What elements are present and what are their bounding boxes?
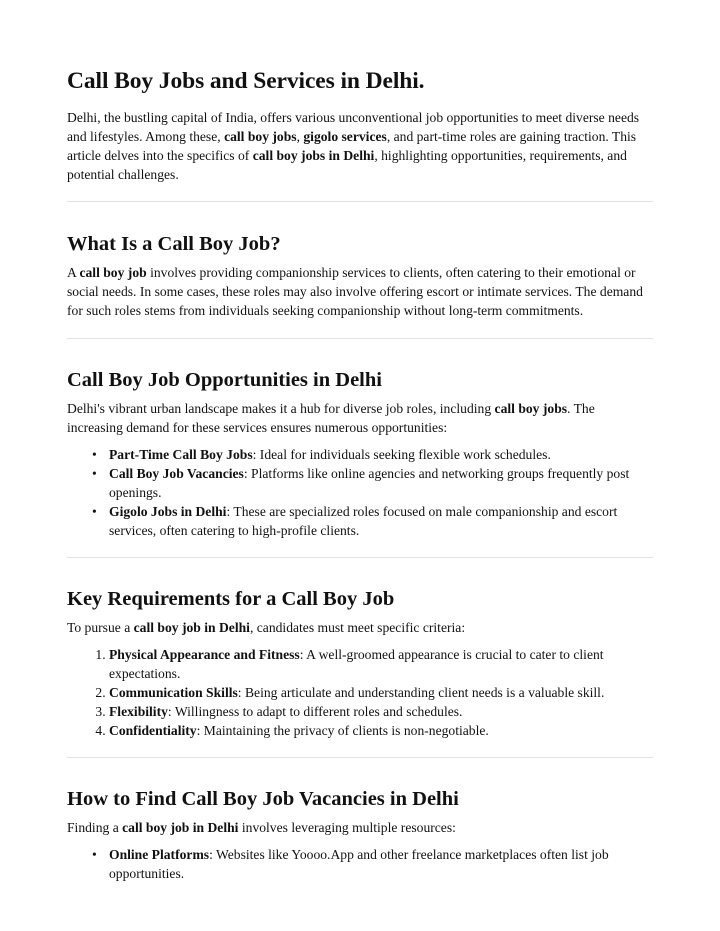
list-item-bold: Flexibility [109, 704, 168, 719]
list-item-text: : Platforms like online agencies and networking groups frequently post openings. [109, 466, 630, 500]
list-item [109, 645, 653, 683]
list-item-bold: Communication Skills [109, 685, 238, 700]
text: involves providing companionship services to clients, often catering to their emotional or social needs. In some cases, these roles may also involve offering escort or intimate services. The demand for such roles stems from individuals seeking companionship without long-term commitments. [67, 265, 643, 318]
list-item-text: : These are specialized roles focused on male companionship and escort services, often catering to high-profile clients. [109, 504, 618, 538]
intro-text-1: Delhi, the bustling capital of India, offers various unconventional job opportunities to meet diverse needs and lifestyles. Among these, [67, 110, 640, 144]
list-item [109, 464, 653, 502]
section-paragraph [67, 818, 653, 837]
text: Delhi's vibrant urban landscape makes it a hub for diverse job roles, including [67, 401, 495, 416]
section-what-is [67, 231, 653, 320]
section-heading: Call Boy Job Opportunities in Delhi [67, 369, 382, 391]
list-item [109, 721, 653, 740]
text: A [67, 265, 80, 280]
section-divider [67, 338, 653, 339]
section-heading: Key Requirements for a Call Boy Job [67, 588, 395, 610]
text: To pursue a [67, 620, 134, 635]
intro-text-2: , [296, 129, 304, 144]
section-divider [67, 557, 653, 558]
bullet-list [67, 445, 653, 540]
list-item-text: : Willingness to adapt to different roles and schedules. [167, 704, 463, 719]
list-item [109, 702, 653, 721]
section-paragraph [67, 399, 653, 437]
text: Finding a [67, 820, 123, 835]
section-paragraph [67, 618, 653, 637]
intro-bold-1: call boy jobs [224, 129, 297, 144]
text: involves leveraging multiple resources: [238, 820, 456, 835]
list-item-bold: Online Platforms [109, 847, 210, 862]
bold-text: call boy jobs [494, 401, 568, 416]
list-item-bold: Gigolo Jobs in Delhi [109, 504, 227, 519]
article-body [67, 66, 653, 883]
list-item-bold: Part-Time Call Boy Jobs [109, 447, 253, 462]
list-item-text: : A well-groomed appearance is crucial to cater to client expectations. [109, 647, 604, 681]
section-requirements [67, 586, 653, 740]
list-item [109, 445, 653, 464]
text: . The increasing demand for these services ensures numerous opportunities: [67, 401, 595, 435]
bullet-list [67, 845, 653, 883]
numbered-list [67, 645, 653, 740]
bold-text: call boy job [79, 265, 147, 280]
list-item-text: : Being articulate and understanding client needs is a valuable skill. [237, 685, 605, 700]
list-item-bold: Physical Appearance and Fitness [109, 647, 300, 662]
section-heading: What Is a Call Boy Job? [67, 233, 281, 255]
bold-text: call boy job in Delhi [133, 620, 250, 635]
section-divider [67, 201, 653, 202]
section-opportunities [67, 367, 653, 540]
section-find-vacancies [67, 786, 653, 883]
text: , candidates must meet specific criteria: [249, 620, 466, 635]
list-item-text: : Ideal for individuals seeking flexible work schedules. [252, 447, 551, 462]
intro-bold-2: gigolo services [303, 129, 387, 144]
list-item-bold: Call Boy Job Vacancies [109, 466, 244, 481]
section-paragraph [67, 263, 653, 320]
section-heading: How to Find Call Boy Job Vacancies in Delhi [67, 788, 459, 810]
bold-text: call boy job in Delhi [122, 820, 239, 835]
list-item-text: : Maintaining the privacy of clients is non-negotiable. [196, 723, 489, 738]
list-item-bold: Confidentiality [109, 723, 197, 738]
intro-paragraph [67, 108, 653, 184]
section-divider [67, 757, 653, 758]
list-item [109, 502, 653, 540]
intro-text-4: , highlighting opportunities, requirements, and potential challenges. [67, 148, 627, 182]
intro-text-3: , and part-time roles are gaining traction. This article delves into the specifics of [67, 129, 637, 163]
page-title: Call Boy Jobs and Services in Delhi. [67, 68, 425, 94]
list-item [109, 683, 653, 702]
list-item-text: : Websites like Yoooo.App and other freelance marketplaces often list job opportunities. [109, 847, 609, 881]
intro-bold-3: call boy jobs in Delhi [252, 148, 375, 163]
list-item [109, 845, 653, 883]
